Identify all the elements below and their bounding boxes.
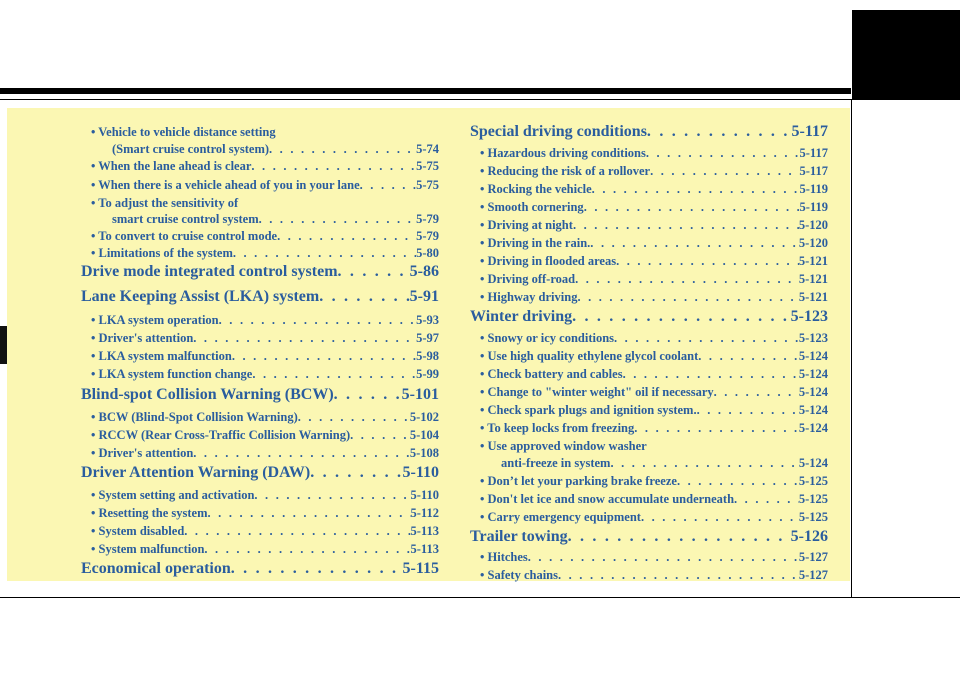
- leader-dots: [184, 524, 410, 539]
- leader-dots: [193, 446, 410, 461]
- toc-entry-label: • Limitations of the system: [91, 246, 233, 260]
- leader-dots: [641, 510, 799, 525]
- leader-dots: [714, 385, 799, 400]
- toc-entry-label: Winter driving: [470, 308, 573, 325]
- toc-entry-page: 5-120: [798, 236, 828, 250]
- toc-entry-page: 5-108: [409, 446, 439, 460]
- leader-dots: [572, 308, 791, 326]
- toc-entry[interactable]: [91, 229, 439, 244]
- toc-entry-page: 5-99: [416, 367, 439, 381]
- toc-entry-page: 5-125: [798, 510, 828, 524]
- toc-entry-label: Trailer towing: [470, 528, 568, 545]
- toc-entry-label: Drive mode integrated control system: [81, 263, 338, 280]
- toc-entry-page: 5-97: [416, 331, 439, 345]
- leader-dots: [592, 182, 800, 197]
- toc-entry-page: 5-121: [798, 290, 828, 304]
- toc-entry[interactable]: [91, 506, 439, 521]
- leader-dots: [568, 528, 791, 546]
- toc-entry-page: 5-113: [410, 542, 439, 556]
- leader-dots: [677, 474, 799, 489]
- leader-dots: [233, 246, 416, 261]
- toc-entry[interactable]: [91, 331, 439, 346]
- toc-entry[interactable]: [480, 510, 828, 525]
- toc-entry-label: • LKA system operation: [91, 313, 219, 327]
- toc-entry-page: 5-127: [798, 550, 828, 564]
- toc-entry-label: • Driving at night: [480, 218, 573, 232]
- toc-entry[interactable]: [480, 254, 828, 269]
- toc-entry[interactable]: [112, 142, 439, 157]
- toc-entry-label: • When the lane ahead is clear: [91, 159, 252, 173]
- toc-entry-page: 5-124: [798, 421, 828, 435]
- toc-entry-label: • Reducing the risk of a rollover: [480, 164, 651, 178]
- toc-entry-page: 5-117: [791, 123, 828, 140]
- leader-dots: [338, 263, 410, 281]
- leader-dots: [360, 178, 416, 193]
- toc-section-heading[interactable]: [81, 263, 439, 281]
- toc-entry[interactable]: [91, 367, 439, 382]
- toc-entry-label: Blind-spot Collision Warning (BCW): [81, 386, 334, 403]
- leader-dots: [584, 200, 800, 215]
- toc-entry: • Vehicle to vehicle distance setting: [91, 125, 276, 139]
- toc-entry-label: • Don’t let your parking brake freeze: [480, 474, 677, 488]
- toc-section-heading[interactable]: [81, 464, 439, 482]
- toc-entry-page: 5-124: [798, 349, 828, 363]
- toc-entry-label: • Don't let ice and snow accumulate underneath: [480, 492, 735, 506]
- toc-entry-label: • Rocking the vehicle: [480, 182, 592, 196]
- toc-entry-label: • Driver's attention: [91, 446, 194, 460]
- toc-entry[interactable]: [480, 146, 828, 161]
- toc-entry-page: 5-74: [416, 142, 439, 156]
- leader-dots: [610, 456, 798, 471]
- toc-entry-page: 5-98: [416, 349, 439, 363]
- toc-entry-label: anti-freeze in system: [501, 456, 611, 470]
- toc-entry-page: 5-124: [798, 367, 828, 381]
- toc-entry-label: • BCW (Blind-Spot Collision Warning): [91, 410, 298, 424]
- toc-entry-label: • Driver's attention: [91, 331, 194, 345]
- leader-dots: [251, 159, 416, 174]
- toc-entry-label: • Smooth cornering: [480, 200, 584, 214]
- toc-entry-page: 5-112: [410, 506, 439, 520]
- toc-entry-page: 5-110: [402, 464, 439, 481]
- toc-entry[interactable]: [480, 272, 828, 287]
- toc-entry-label: smart cruise control system: [112, 212, 259, 226]
- leader-dots: [269, 142, 416, 157]
- toc-entry-label: • Driving in the rain.: [480, 236, 591, 250]
- toc-entry[interactable]: [480, 568, 828, 583]
- toc-entry-page: 5-125: [798, 492, 828, 506]
- right-margin-rule: [851, 99, 852, 598]
- toc-entry-page: 5-113: [410, 524, 439, 538]
- toc-entry[interactable]: [480, 367, 828, 382]
- leader-dots: [614, 331, 799, 346]
- toc-entry-page: 5-101: [401, 386, 439, 403]
- toc-entry-page: 5-115: [402, 560, 439, 577]
- toc-entry-label: • Hitches: [480, 550, 528, 564]
- toc-entry-page: 5-79: [416, 212, 439, 226]
- toc-entry[interactable]: [91, 313, 439, 328]
- leader-dots: [650, 164, 799, 179]
- toc-section-heading[interactable]: [470, 528, 828, 546]
- leader-dots: [575, 272, 799, 287]
- leader-dots: [208, 506, 411, 521]
- toc-entry-label: • LKA system function change: [91, 367, 253, 381]
- leader-dots: [277, 229, 416, 244]
- toc-entry-label: • Resetting the system: [91, 506, 208, 520]
- toc-entry[interactable]: [480, 182, 828, 197]
- toc-entry-page: 5-123: [790, 308, 828, 325]
- toc-entry-label: • Change to "winter weight" oil if necessary: [480, 385, 714, 399]
- toc-entry-page: 5-110: [410, 488, 439, 502]
- toc-entry[interactable]: [480, 421, 828, 436]
- toc-entry-page: 5-121: [798, 272, 828, 286]
- toc-entry[interactable]: [480, 385, 828, 400]
- toc-entry[interactable]: [112, 212, 439, 227]
- toc-entry-label: • Hazardous driving conditions: [480, 146, 646, 160]
- toc-entry-label: Special driving conditions: [470, 123, 647, 140]
- leader-dots: [254, 488, 410, 503]
- toc-entry-label: • Snowy or icy conditions: [480, 331, 615, 345]
- leader-dots: [232, 349, 416, 364]
- toc-entry-label: • Check spark plugs and ignition system.: [480, 403, 697, 417]
- toc-entry-page: 5-119: [799, 182, 828, 196]
- leader-dots: [193, 331, 416, 346]
- toc-entry[interactable]: [480, 550, 828, 565]
- toc-entry: • Use approved window washer: [480, 439, 647, 453]
- toc-entry[interactable]: [480, 218, 828, 233]
- leader-dots: [558, 568, 799, 583]
- toc-entry-page: 5-80: [416, 246, 439, 260]
- toc-entry-page: 5-124: [798, 456, 828, 470]
- toc-entry[interactable]: [91, 542, 439, 557]
- toc-entry[interactable]: [91, 488, 439, 503]
- leader-dots: [334, 386, 402, 404]
- leader-dots: [697, 403, 799, 418]
- toc-entry-label: • System malfunction: [91, 542, 205, 556]
- leader-dots: [577, 290, 798, 305]
- toc-entry-label: Lane Keeping Assist (LKA) system: [81, 288, 320, 305]
- toc-entry-page: 5-124: [798, 385, 828, 399]
- toc-entry-label: • Use high quality ethylene glycol coolant: [480, 349, 699, 363]
- toc-entry-label: • Highway driving: [480, 290, 578, 304]
- footer-rule: [0, 597, 960, 598]
- toc-entry[interactable]: [91, 159, 439, 174]
- leader-dots: [231, 560, 403, 578]
- toc-entry-label: • Check battery and cables: [480, 367, 623, 381]
- toc-section-heading[interactable]: [81, 560, 439, 578]
- toc-entry-label: • Carry emergency equipment: [480, 510, 641, 524]
- toc-entry-page: 5-93: [416, 313, 439, 327]
- toc-entry-page: 5-127: [798, 568, 828, 582]
- leader-dots: [259, 212, 416, 227]
- leader-dots: [634, 421, 799, 436]
- toc-entry[interactable]: [480, 290, 828, 305]
- toc-entry-page: 5-75: [416, 178, 439, 192]
- leader-dots: [698, 349, 799, 364]
- toc-entry-page: 5-126: [790, 528, 828, 545]
- toc-entry-label: • System setting and activation: [91, 488, 255, 502]
- toc-entry-label: • Driving in flooded areas: [480, 254, 617, 268]
- header-bar: [0, 88, 851, 94]
- leader-dots: [623, 367, 799, 382]
- leader-dots: [573, 218, 799, 233]
- toc-section-heading[interactable]: [470, 123, 828, 141]
- header-rule: [0, 99, 851, 100]
- leader-dots: [298, 410, 410, 425]
- toc-entry[interactable]: [480, 474, 828, 489]
- toc-entry-page: 5-117: [799, 146, 828, 160]
- toc-entry-label: • Safety chains: [480, 568, 558, 582]
- toc-entry-page: 5-79: [416, 229, 439, 243]
- toc-section-heading[interactable]: [81, 288, 439, 306]
- toc-entry-label: • Driving off-road: [480, 272, 576, 286]
- toc-entry[interactable]: [480, 164, 828, 179]
- toc-entry-page: 5-121: [798, 254, 828, 268]
- toc-entry[interactable]: [91, 410, 439, 425]
- toc-entry[interactable]: [480, 403, 828, 418]
- toc-entry[interactable]: [480, 331, 828, 346]
- toc-entry-page: 5-124: [798, 403, 828, 417]
- toc-entry-label: (Smart cruise control system): [112, 142, 270, 156]
- toc-entry[interactable]: [480, 349, 828, 364]
- leader-dots: [252, 367, 416, 382]
- toc-entry[interactable]: [91, 524, 439, 539]
- toc-entry[interactable]: [501, 456, 828, 471]
- leader-dots: [219, 313, 416, 328]
- leader-dots: [646, 146, 800, 161]
- toc-entry-label: • When there is a vehicle ahead of you in your lane: [91, 178, 360, 192]
- leader-dots: [204, 542, 410, 557]
- leader-dots: [616, 254, 799, 269]
- toc-entry-page: 5-75: [416, 159, 439, 173]
- toc-entry-page: 5-119: [799, 200, 828, 214]
- toc-section-heading[interactable]: [470, 308, 828, 326]
- toc-entry-label: • System disabled: [91, 524, 185, 538]
- leader-dots: [528, 550, 799, 565]
- leader-dots: [319, 288, 409, 306]
- toc-entry[interactable]: [480, 236, 828, 251]
- toc-entry-page: 5-125: [798, 474, 828, 488]
- toc-entry: • To adjust the sensitivity of: [91, 196, 239, 210]
- toc-entry[interactable]: [480, 492, 828, 507]
- toc-entry-label: Economical operation: [81, 560, 231, 577]
- leader-dots: [350, 428, 410, 443]
- toc-entry-label: • To convert to cruise control mode: [91, 229, 278, 243]
- toc-entry-page: 5-104: [409, 428, 439, 442]
- toc-entry[interactable]: [91, 349, 439, 364]
- toc-entry-label: • RCCW (Rear Cross-Traffic Collision Warning): [91, 428, 351, 442]
- toc-entry[interactable]: [91, 428, 439, 443]
- toc-section-heading[interactable]: [81, 386, 439, 404]
- toc-entry-page: 5-123: [798, 331, 828, 345]
- toc-entry-page: 5-102: [409, 410, 439, 424]
- toc-entry[interactable]: [91, 446, 439, 461]
- toc-entry-label: Driver Attention Warning (DAW): [81, 464, 311, 481]
- leader-dots: [734, 492, 799, 507]
- corner-black-block: [852, 10, 960, 100]
- toc-entry[interactable]: [91, 178, 439, 193]
- toc-entry-page: 5-91: [409, 288, 439, 305]
- toc-entry-page: 5-120: [798, 218, 828, 232]
- toc-entry-label: • LKA system malfunction: [91, 349, 232, 363]
- toc-entry-label: • To keep locks from freezing: [480, 421, 635, 435]
- leader-dots: [310, 464, 402, 482]
- toc-entry[interactable]: [91, 246, 439, 261]
- toc-entry-page: 5-86: [409, 263, 439, 280]
- toc-entry-page: 5-117: [799, 164, 828, 178]
- toc-entry[interactable]: [480, 200, 828, 215]
- leader-dots: [590, 236, 799, 251]
- leader-dots: [647, 123, 792, 141]
- toc-panel: [7, 108, 850, 581]
